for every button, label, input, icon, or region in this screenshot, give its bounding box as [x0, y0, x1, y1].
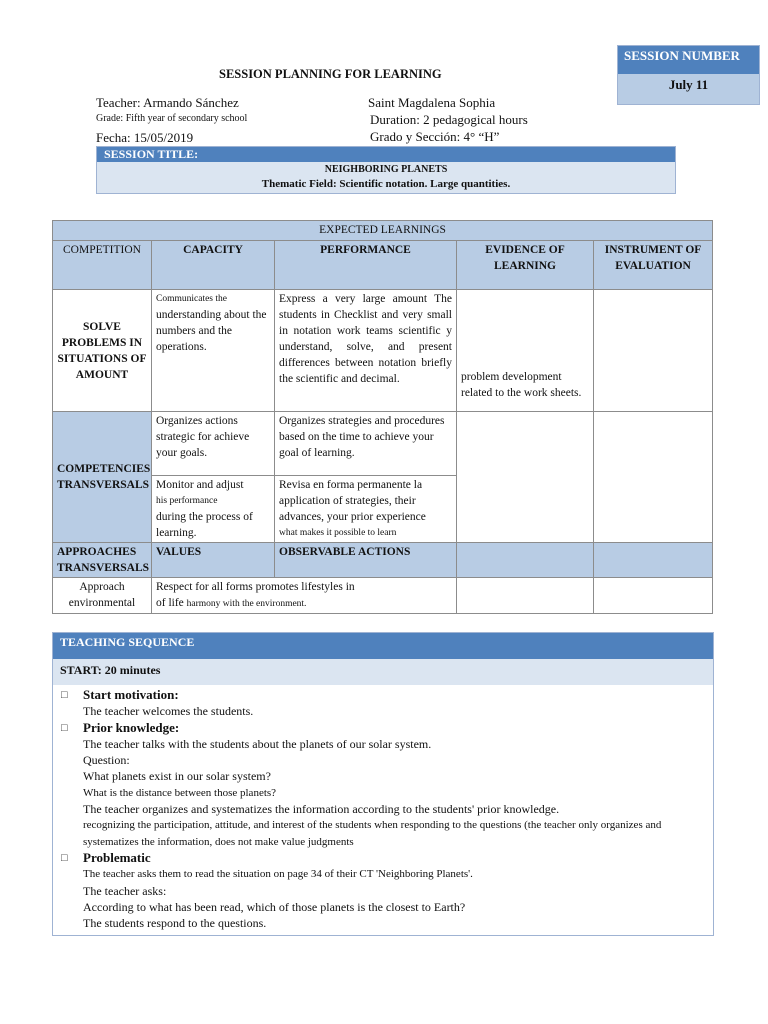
sequence-body: [53, 685, 713, 935]
transversal-instrument-cell: [594, 412, 713, 543]
document-title: SESSION PLANNING FOR LEARNING: [219, 67, 442, 81]
transversal-performance-1: Organizes strategies and procedures based on the time to achieve your goal of learning.: [275, 412, 457, 476]
instrument-cell: [594, 290, 713, 412]
evidence-cell: problem development related to the work sheets.: [457, 290, 594, 412]
session-number-box: [617, 45, 760, 105]
capacity-small-text: Communicates the: [156, 294, 227, 304]
thematic-field: Thematic Field: Scientific notation. Large quantities.: [261, 178, 511, 190]
capacity-text: understanding about the numbers and the operations.: [156, 309, 267, 353]
transversal-performance-2: [275, 476, 457, 543]
approaches-empty-1: [457, 543, 594, 578]
date-info: Fecha: 15/05/2019: [96, 130, 194, 145]
school-name: Saint Magdalena Sophia: [368, 95, 496, 110]
transversal-performance-2a: Revisa en forma permanente la application of strategies, their advances, your prior experience: [279, 479, 426, 523]
session-title-body: [97, 162, 675, 193]
section-info: Grado y Sección: 4° “H”: [370, 129, 500, 144]
session-number-label: SESSION NUMBER: [618, 46, 759, 74]
transversal-performance-2b: what makes it possible to learn: [279, 528, 397, 538]
teaching-sequence-header: TEACHING SEQUENCE: [53, 633, 713, 659]
sequence-item: [61, 720, 703, 736]
approach-empty-2: [594, 578, 713, 614]
start-duration: START: 20 minutes: [53, 659, 713, 685]
values-text-c: harmony with the environment.: [186, 599, 307, 609]
session-title-table: [96, 146, 676, 194]
item-title: Start motivation:: [83, 687, 179, 702]
item-line: According to what has been read, which of those planets is the closest to Earth?: [83, 899, 466, 914]
item-line: recognizing the participation, attitude, and interest of the students when responding to the questions (the teacher only organizes and systematizes the information, does not make value judgments: [83, 819, 662, 848]
header-competition: COMPETITION: [53, 241, 152, 290]
item-line: The teacher organizes and systematizes the information according to the students' prior knowledge.: [83, 802, 560, 817]
teacher-name: Teacher: Armando Sánchez: [96, 95, 239, 110]
transversal-capacity-2: [152, 476, 275, 543]
grade-info: Grade: Fifth year of secondary school: [96, 113, 248, 124]
values-text-b: of life: [156, 597, 184, 609]
item-line: What is the distance between those planets?: [83, 786, 277, 799]
transversal-competencies-cell: COMPETENCIES TRANSVERSALS: [53, 412, 152, 543]
item-line: The students respond to the questions.: [83, 916, 267, 931]
header-instrument: INSTRUMENT OF EVALUATION: [594, 241, 713, 290]
transversal-evidence-cell: [457, 412, 594, 543]
transversal-capacity-1: Organizes actions strategic for achieve your goals.: [152, 412, 275, 476]
header-performance: PERFORMANCE: [275, 241, 457, 290]
item-line: The teacher asks them to read the situation on page 34 of their CT 'Neighboring Planets'.: [83, 868, 473, 881]
item-line: The teacher talks with the students about the planets of our solar system.: [83, 736, 432, 751]
expected-learnings-table: [52, 220, 713, 614]
session-title-label: SESSION TITLE:: [97, 147, 675, 162]
capacity-cell: [152, 290, 275, 412]
sequence-item: [61, 850, 703, 866]
approaches-label: APPROACHES TRANSVERSALS: [53, 543, 152, 578]
transversal-capacity-2a: Monitor and adjust: [156, 479, 244, 491]
checkbox-bullet-icon: □: [61, 721, 68, 734]
approaches-empty-2: [594, 543, 713, 578]
teaching-sequence: [52, 632, 714, 936]
performance-cell: Express a very large amount The students in Checklist and very small in notation work teams scientific y understand, solve, and present differences between notation briefly the scientific and decimal.: [275, 290, 457, 412]
values-cell: [152, 578, 457, 614]
expected-learnings-caption: EXPECTED LEARNINGS: [53, 221, 713, 241]
values-label: VALUES: [152, 543, 275, 578]
approach-cell: Approach environmental: [53, 578, 152, 614]
duration-info: Duration: 2 pedagogical hours: [370, 112, 528, 127]
competence-cell: SOLVE PROBLEMS IN SITUATIONS OF AMOUNT: [53, 290, 152, 412]
transversal-capacity-2c: during the process of learning.: [156, 511, 253, 539]
item-title: Problematic: [83, 849, 151, 865]
values-text-a: Respect for all forms promotes lifestyles in: [156, 581, 355, 593]
item-line: What planets exist in our solar system?: [83, 769, 271, 784]
item-line: The teacher welcomes the students.: [83, 704, 254, 719]
header-capacity: CAPACITY: [152, 241, 275, 290]
observable-actions-label: OBSERVABLE ACTIONS: [275, 543, 457, 578]
session-title-name: NEIGHBORING PLANETS: [324, 164, 448, 175]
item-line: The teacher asks:: [83, 883, 167, 898]
sequence-item: [61, 687, 703, 703]
header-evidence: EVIDENCE OF LEARNING: [457, 241, 594, 290]
checkbox-bullet-icon: □: [61, 851, 68, 864]
item-title: Prior knowledge:: [83, 719, 180, 735]
session-number-value: July 11: [618, 74, 759, 104]
checkbox-bullet-icon: □: [61, 689, 68, 701]
item-line: Question:: [83, 753, 130, 768]
transversal-capacity-2b: his performance: [156, 496, 218, 506]
approach-empty-1: [457, 578, 594, 614]
